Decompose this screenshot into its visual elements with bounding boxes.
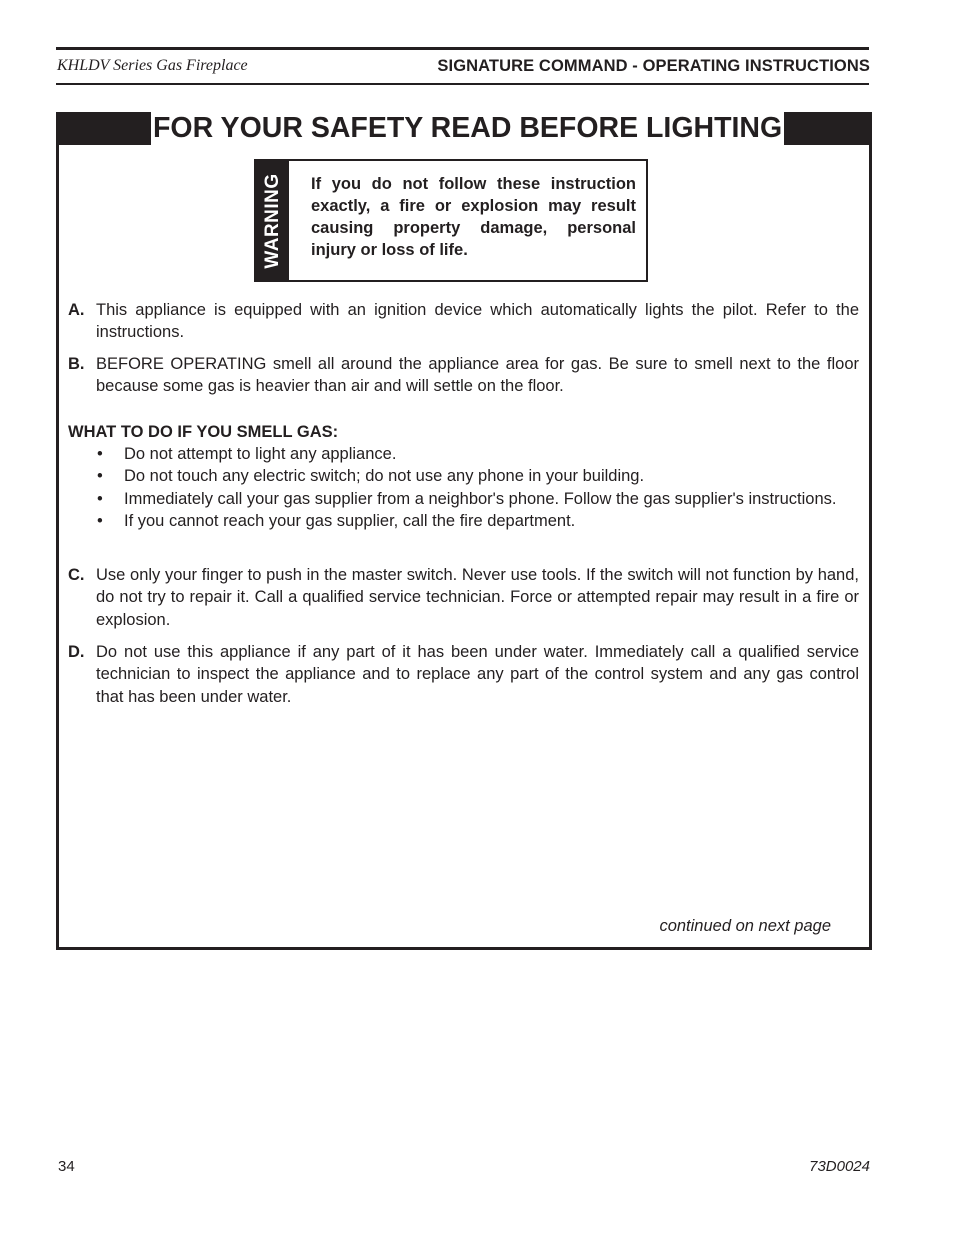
instruction-item-d bbox=[68, 641, 859, 708]
document-code: 73D0024 bbox=[809, 1158, 870, 1175]
warning-text: If you do not follow these instruction exactly, a fire or explosion may result causing property damage, personal injury or loss of life. bbox=[311, 175, 636, 259]
bullet-icon: • bbox=[97, 489, 103, 508]
item-text: BEFORE OPERATING smell all around the appliance area for gas. Be sure to smell next to the floor because some gas is heavier than air and will settle on the floor. bbox=[96, 355, 859, 396]
warning-label: WARNING bbox=[261, 173, 283, 269]
bullet-icon: • bbox=[97, 445, 103, 463]
item-text: Do not use this appliance if any part of it has been under water. Immediately call a qualified service technician to inspect the appliance and to replace any part of the control system and any gas control that has been under water. bbox=[96, 643, 859, 706]
header-rule-bottom bbox=[56, 83, 869, 85]
list-item bbox=[68, 510, 859, 532]
gas-smell-list bbox=[68, 443, 859, 532]
item-letter: D. bbox=[68, 643, 85, 661]
safety-title: FOR YOUR SAFETY READ BEFORE LIGHTING bbox=[153, 112, 783, 144]
item-text: This appliance is equipped with an ignition device which automatically lights the pilot. Refer to the instructions. bbox=[96, 301, 859, 342]
list-item-text: If you cannot reach your gas supplier, call the fire department. bbox=[124, 511, 576, 530]
list-item-text: Do not attempt to light any appliance. bbox=[124, 445, 397, 463]
section-header-title: SIGNATURE COMMAND - OPERATING INSTRUCTIONS bbox=[437, 57, 870, 75]
instruction-item-b bbox=[68, 353, 859, 398]
list-item-text: Do not touch any electric switch; do not use any phone in your building. bbox=[124, 467, 645, 486]
document-series-title: KHLDV Series Gas Fireplace bbox=[57, 57, 248, 74]
list-item bbox=[68, 488, 859, 510]
instruction-item-c bbox=[68, 564, 859, 631]
warning-box bbox=[254, 159, 648, 282]
item-letter: C. bbox=[68, 566, 85, 584]
item-text: Use only your finger to push in the master switch. Never use tools. If the switch will not function by hand, do not try to repair it. Call a qualified service technician. Force or attempted repair may result in a fire or explosion. bbox=[96, 566, 859, 629]
bullet-icon: • bbox=[97, 511, 103, 530]
list-item-text: Immediately call your gas supplier from a neighbor's phone. Follow the gas supplier's instructions. bbox=[124, 489, 837, 508]
item-letter: B. bbox=[68, 355, 85, 373]
continued-note: continued on next page bbox=[659, 917, 831, 935]
instruction-item-a bbox=[68, 299, 859, 344]
gas-smell-heading: WHAT TO DO IF YOU SMELL GAS: bbox=[68, 423, 339, 441]
bullet-icon: • bbox=[97, 467, 103, 486]
list-item bbox=[68, 465, 859, 487]
warning-label-band bbox=[256, 161, 289, 280]
list-item bbox=[68, 443, 859, 465]
item-letter: A. bbox=[68, 301, 85, 319]
header-rule-top bbox=[56, 47, 869, 50]
page-number: 34 bbox=[58, 1158, 75, 1175]
